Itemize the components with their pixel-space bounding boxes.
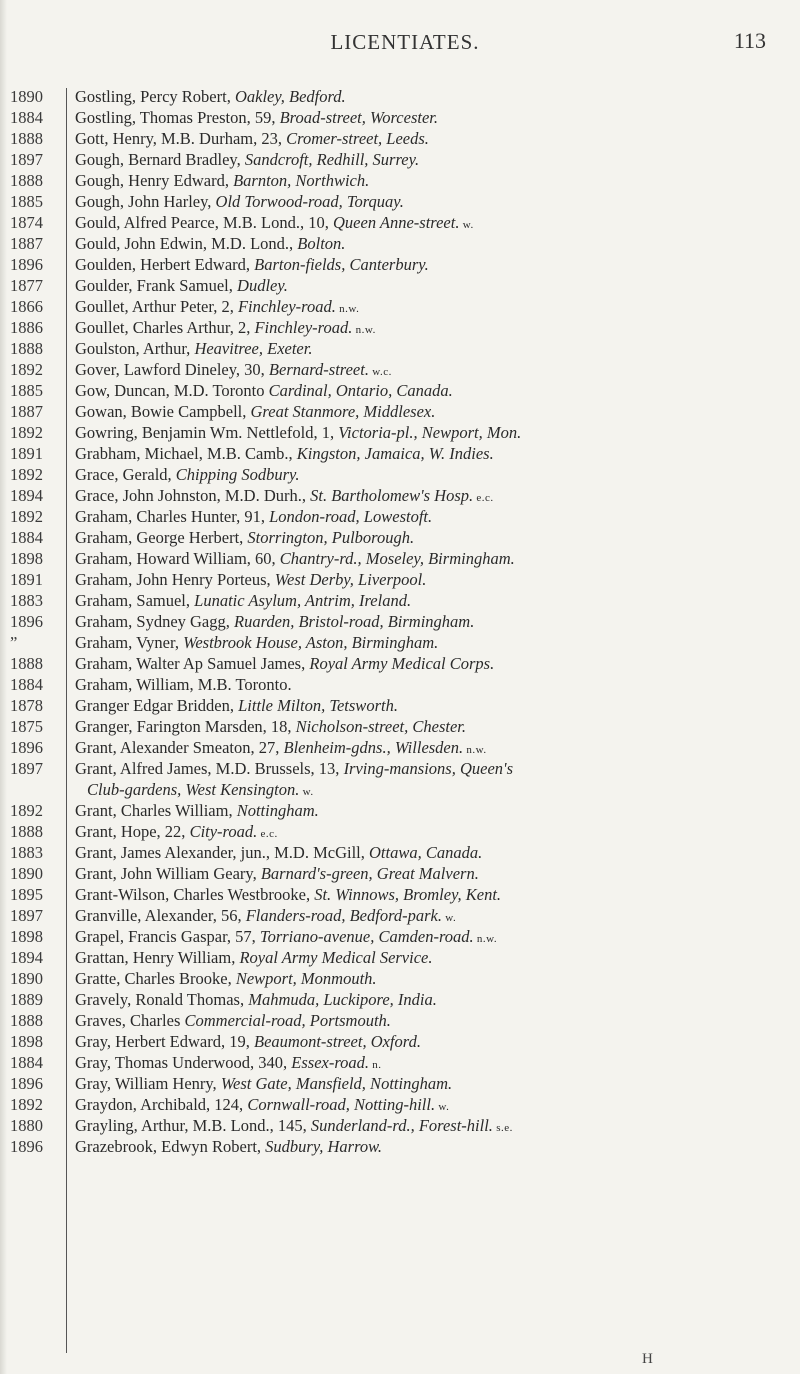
list-item xyxy=(0,170,800,191)
entry-name: Grant, John William Geary, xyxy=(75,864,261,883)
entry-name: Goulden, Herbert Edward, xyxy=(75,255,255,274)
entry-text xyxy=(75,380,785,401)
entry-name: Graham, Walter Ap Samuel James, xyxy=(75,654,310,673)
entry-address: Torriano-avenue, Camden-road. xyxy=(259,927,474,946)
entry-year: 1866 xyxy=(10,297,43,316)
entry-year: 1883 xyxy=(10,591,43,610)
entry-year: 1897 xyxy=(10,759,43,778)
entry-year: 1888 xyxy=(10,171,43,190)
list-item xyxy=(0,1031,800,1052)
entry-address: Cardinal, Ontario, Canada. xyxy=(268,381,453,400)
entry-address: Mahmuda, Luckipore, India. xyxy=(248,990,437,1009)
entry-text xyxy=(75,842,785,863)
entry-name: Grapel, Francis Gaspar, 57, xyxy=(75,927,260,946)
entry-address: Finchley-road. xyxy=(237,297,336,316)
entry-year: 1896 xyxy=(10,612,43,631)
entry-address: Commercial-road, Portsmouth. xyxy=(184,1011,391,1030)
entry-name: Graham, Sydney Gagg, xyxy=(75,612,235,631)
entry-name: Gravely, Ronald Thomas, xyxy=(75,990,249,1009)
entry-address: Nottingham. xyxy=(236,801,319,820)
running-head xyxy=(0,30,800,60)
entry-name: Graham, John Henry Porteus, xyxy=(75,570,275,589)
entry-address: Broad-street, Worcester. xyxy=(279,108,438,127)
entry-name: Grant-Wilson, Charles Westbrooke, xyxy=(75,885,315,904)
entry-text xyxy=(75,422,785,443)
entry-address: City-road. xyxy=(189,822,258,841)
entry-district: e.c. xyxy=(473,492,494,504)
entry-address: Cornwall-road, Notting-hill. xyxy=(247,1095,436,1114)
entry-name: Goulder, Frank Samuel, xyxy=(75,276,238,295)
entry-address: Bolton. xyxy=(297,234,346,253)
entry-address: St. Winnows, Bromley, Kent. xyxy=(314,885,502,904)
entry-district: w.c. xyxy=(368,366,392,378)
entry-name: Gover, Lawford Dineley, 30, xyxy=(75,360,269,379)
entry-name: Gough, John Harley, xyxy=(75,192,216,211)
entry-text xyxy=(75,653,785,674)
list-item xyxy=(0,989,800,1010)
entry-name: Graham, Samuel, xyxy=(75,591,195,610)
entry-year: 1892 xyxy=(10,360,43,379)
entry-year: 1880 xyxy=(10,1116,43,1135)
entry-address: Blenheim-gdns., Willesden. xyxy=(283,738,464,757)
list-item xyxy=(0,1136,800,1157)
list-item xyxy=(0,758,800,800)
entry-text xyxy=(75,968,785,989)
entry-text xyxy=(75,1010,785,1031)
entry-address: Chantry-rd., Moseley, Birmingham. xyxy=(279,549,515,568)
list-item xyxy=(0,947,800,968)
entry-address: St. Bartholomew's Hosp. xyxy=(310,486,474,505)
list-item xyxy=(0,443,800,464)
entry-address: Storrington, Pulborough. xyxy=(247,528,415,547)
signature-mark: H xyxy=(642,1351,653,1367)
entry-text xyxy=(75,275,785,296)
entry-year: 1884 xyxy=(10,528,43,547)
list-item xyxy=(0,317,800,338)
entry-text xyxy=(75,1031,785,1052)
entry-text xyxy=(75,233,785,254)
entry-text xyxy=(75,1136,785,1157)
list-item xyxy=(0,548,800,569)
entry-address: Lunatic Asylum, Antrim, Ireland. xyxy=(194,591,412,610)
list-item xyxy=(0,842,800,863)
page-title: LICENTIATES. xyxy=(330,30,480,54)
entry-text xyxy=(75,170,785,191)
entry-address: Nicholson-street, Chester. xyxy=(295,717,467,736)
entry-address: West Gate, Mansfield, Nottingham. xyxy=(220,1074,453,1093)
entry-name: Gow, Duncan, M.D. Toronto xyxy=(75,381,269,400)
entry-address: Chipping Sodbury. xyxy=(175,465,300,484)
list-item xyxy=(0,254,800,275)
entry-name: Granville, Alexander, 56, xyxy=(75,906,246,925)
entry-year: 1885 xyxy=(10,192,43,211)
entry-year: 1887 xyxy=(10,234,43,253)
entry-year: 1874 xyxy=(10,213,43,232)
entry-text xyxy=(75,254,785,275)
entry-text xyxy=(75,191,785,212)
entry-district: n.w. xyxy=(352,324,376,336)
entry-address: Newport, Monmouth. xyxy=(235,969,377,988)
entry-address: Dudley. xyxy=(237,276,288,295)
entry-address: Royal Army Medical Corps. xyxy=(309,654,495,673)
entry-year: 1896 xyxy=(10,1137,43,1156)
entry-year: 1884 xyxy=(10,108,43,127)
list-item xyxy=(0,569,800,590)
entry-year: 1890 xyxy=(10,864,43,883)
entry-text xyxy=(75,338,785,359)
entry-year: 1887 xyxy=(10,402,43,421)
entry-address: Barnton, Northwich. xyxy=(233,171,370,190)
entry-name: Graham, Howard William, 60, xyxy=(75,549,280,568)
list-item xyxy=(0,1073,800,1094)
list-item xyxy=(0,485,800,506)
list-item xyxy=(0,128,800,149)
entry-district: s.e. xyxy=(492,1122,513,1134)
entry-name: Grazebrook, Edwyn Robert, xyxy=(75,1137,266,1156)
entry-text xyxy=(75,107,785,128)
entry-address: Finchley-road. xyxy=(254,318,353,337)
list-item xyxy=(0,737,800,758)
entry-text xyxy=(75,464,785,485)
entry-name: Grabham, Michael, M.B. Camb., xyxy=(75,444,297,463)
list-item xyxy=(0,527,800,548)
list-item xyxy=(0,1052,800,1073)
list-item xyxy=(0,359,800,380)
entry-year: 1894 xyxy=(10,486,43,505)
entry-district: n.w. xyxy=(463,744,487,756)
entry-year: 1898 xyxy=(10,549,43,568)
entry-address: Westbrook House, Aston, Birmingham. xyxy=(183,633,439,652)
list-item xyxy=(0,380,800,401)
list-item xyxy=(0,695,800,716)
list-item xyxy=(0,821,800,842)
entry-name: Gough, Bernard Bradley, xyxy=(75,150,245,169)
list-item xyxy=(0,653,800,674)
entry-year: 1892 xyxy=(10,1095,43,1114)
list-item xyxy=(0,1115,800,1136)
list-item xyxy=(0,863,800,884)
entry-address-continued: Club-gardens, West Kensington. xyxy=(87,780,300,799)
list-item xyxy=(0,107,800,128)
entry-text xyxy=(75,443,785,464)
entry-name: Gostling, Percy Robert, xyxy=(75,87,235,106)
entry-name: Granger, Farington Marsden, 18, xyxy=(75,717,296,736)
page-number: 113 xyxy=(733,28,766,53)
entry-text xyxy=(75,884,785,905)
entry-name: Grattan, Henry William, xyxy=(75,948,240,967)
entry-address: Ruarden, Bristol-road, Birmingham. xyxy=(234,612,475,631)
list-item xyxy=(0,674,800,695)
list-item xyxy=(0,191,800,212)
entry-address: Kingston, Jamaica, W. Indies. xyxy=(296,444,494,463)
entry-address: Irving-mansions, Queen's xyxy=(343,759,513,778)
entry-text xyxy=(75,989,785,1010)
entry-year: 1875 xyxy=(10,717,43,736)
entry-text xyxy=(75,590,785,611)
entry-name: Graydon, Archibald, 124, xyxy=(75,1095,248,1114)
entry-text xyxy=(75,716,785,737)
entry-text xyxy=(75,611,785,632)
entry-name: Gray, William Henry, xyxy=(75,1074,221,1093)
entry-text xyxy=(75,1073,785,1094)
list-item xyxy=(0,926,800,947)
entry-address: Cromer-street, Leeds. xyxy=(286,129,429,148)
list-item xyxy=(0,86,800,107)
list-item xyxy=(0,275,800,296)
entry-name: Gould, John Edwin, M.D. Lond., xyxy=(75,234,298,253)
entry-address: Old Torwood-road, Torquay. xyxy=(215,192,404,211)
entry-address: Sunderland-rd., Forest-hill. xyxy=(310,1116,493,1135)
entry-text xyxy=(75,863,785,884)
entry-district: w. xyxy=(459,219,474,231)
entry-year: 1888 xyxy=(10,339,43,358)
entry-year: 1888 xyxy=(10,129,43,148)
entry-name: Graham, William, M.B. Toronto. xyxy=(75,675,292,694)
entry-year: 1890 xyxy=(10,969,43,988)
entry-year: 1885 xyxy=(10,381,43,400)
entry-address: West Derby, Liverpool. xyxy=(274,570,427,589)
entry-text xyxy=(75,506,785,527)
list-item xyxy=(0,1010,800,1031)
entry-year: 1878 xyxy=(10,696,43,715)
entry-address: Barton-fields, Canterbury. xyxy=(254,255,429,274)
entry-year: 1891 xyxy=(10,444,43,463)
entry-text xyxy=(75,128,785,149)
entry-name: Graham, Charles Hunter, 91, xyxy=(75,507,270,526)
entry-year: 1892 xyxy=(10,801,43,820)
entry-year: 1896 xyxy=(10,1074,43,1093)
entry-name: Gough, Henry Edward, xyxy=(75,171,234,190)
entry-address: Ottawa, Canada. xyxy=(369,843,483,862)
list-item xyxy=(0,1094,800,1115)
entry-address: Essex-road. xyxy=(291,1053,370,1072)
list-item xyxy=(0,401,800,422)
entry-year: 1896 xyxy=(10,738,43,757)
entry-name: Grayling, Arthur, M.B. Lond., 145, xyxy=(75,1116,311,1135)
list-item xyxy=(0,338,800,359)
list-item xyxy=(0,800,800,821)
entry-text xyxy=(75,569,785,590)
entry-name: Grace, John Johnston, M.D. Durh., xyxy=(75,486,311,505)
entry-year: 1897 xyxy=(10,150,43,169)
entry-text xyxy=(75,947,785,968)
entry-address: Sudbury, Harrow. xyxy=(265,1137,383,1156)
entry-year: 1897 xyxy=(10,906,43,925)
entry-text xyxy=(75,632,785,653)
entry-year: 1892 xyxy=(10,423,43,442)
list-item xyxy=(0,296,800,317)
entry-text xyxy=(75,548,785,569)
entry-name: Graham, Vyner, xyxy=(75,633,184,652)
entry-text xyxy=(75,674,785,695)
entry-text xyxy=(75,149,785,170)
list-item xyxy=(0,968,800,989)
entry-district: n.w. xyxy=(335,303,360,315)
list-item xyxy=(0,884,800,905)
entry-name: Goulston, Arthur, xyxy=(75,339,195,358)
list-item xyxy=(0,233,800,254)
list-item xyxy=(0,422,800,443)
list-item xyxy=(0,632,800,653)
entry-name: Goullet, Arthur Peter, 2, xyxy=(75,297,238,316)
entry-text xyxy=(75,527,785,548)
entry-year: 1884 xyxy=(10,675,43,694)
entry-district: w. xyxy=(442,912,457,924)
entry-name: Gray, Herbert Edward, 19, xyxy=(75,1032,254,1051)
entry-district: w. xyxy=(435,1101,450,1113)
entry-name: Grace, Gerald, xyxy=(75,465,176,484)
entry-year: 1877 xyxy=(10,276,43,295)
entry-name: Gowring, Benjamin Wm. Nettlefold, 1, xyxy=(75,423,339,442)
entry-address: Oakley, Bedford. xyxy=(234,87,346,106)
entry-text xyxy=(75,695,785,716)
entry-name: Gott, Henry, M.B. Durham, 23, xyxy=(75,129,287,148)
entry-district: w. xyxy=(299,786,314,798)
entry-year: 1892 xyxy=(10,507,43,526)
entry-year: 1895 xyxy=(10,885,43,904)
entry-year: 1886 xyxy=(10,318,43,337)
entry-year: 1894 xyxy=(10,948,43,967)
entry-year: 1888 xyxy=(10,654,43,673)
entry-text xyxy=(75,86,785,107)
entry-address: Little Milton, Tetsworth. xyxy=(238,696,398,715)
entry-year: 1890 xyxy=(10,87,43,106)
entry-address: Barnard's-green, Great Malvern. xyxy=(260,864,479,883)
entry-address: Great Stanmore, Middlesex. xyxy=(250,402,436,421)
licentiate-list xyxy=(0,86,800,1157)
entry-text xyxy=(75,401,785,422)
list-item xyxy=(0,149,800,170)
list-item xyxy=(0,212,800,233)
entry-year: 1896 xyxy=(10,255,43,274)
entry-year: 1889 xyxy=(10,990,43,1009)
entry-year: ” xyxy=(10,633,18,652)
list-item xyxy=(0,464,800,485)
entry-address: Sandcroft, Redhill, Surrey. xyxy=(244,150,420,169)
entry-name: Grant, Hope, 22, xyxy=(75,822,190,841)
entry-district: e.c. xyxy=(257,828,278,840)
entry-address: Bernard-street. xyxy=(268,360,369,379)
entry-address: Queen Anne-street. xyxy=(333,213,460,232)
entry-year: 1883 xyxy=(10,843,43,862)
entry-year: 1888 xyxy=(10,1011,43,1030)
entry-address: London-road, Lowestoft. xyxy=(269,507,433,526)
entry-name: Grant, James Alexander, jun., M.D. McGill, xyxy=(75,843,369,862)
entry-name: Goullet, Charles Arthur, 2, xyxy=(75,318,255,337)
entry-address: Flanders-road, Bedford-park. xyxy=(245,906,443,925)
entry-year: 1898 xyxy=(10,1032,43,1051)
entry-year: 1898 xyxy=(10,927,43,946)
entry-year: 1884 xyxy=(10,1053,43,1072)
entry-name: Gostling, Thomas Preston, 59, xyxy=(75,108,280,127)
entry-address: Beaumont-street, Oxford. xyxy=(254,1032,421,1051)
list-item xyxy=(0,590,800,611)
entry-text xyxy=(75,800,785,821)
entry-address: Royal Army Medical Service. xyxy=(239,948,433,967)
list-item xyxy=(0,506,800,527)
entry-name: Grant, Charles William, xyxy=(75,801,237,820)
entry-address: Heavitree, Exeter. xyxy=(194,339,313,358)
list-item xyxy=(0,611,800,632)
entry-year: 1891 xyxy=(10,570,43,589)
entry-name: Gould, Alfred Pearce, M.B. Lond., 10, xyxy=(75,213,333,232)
entry-address: Victoria-pl., Newport, Mon. xyxy=(338,423,522,442)
entry-name: Gowan, Bowie Campbell, xyxy=(75,402,251,421)
entry-name: Grant, Alfred James, M.D. Brussels, 13, xyxy=(75,759,344,778)
entry-name: Grant, Alexander Smeaton, 27, xyxy=(75,738,284,757)
entry-text xyxy=(75,758,785,803)
entry-year: 1892 xyxy=(10,465,43,484)
entry-name: Graham, George Herbert, xyxy=(75,528,248,547)
entry-name: Graves, Charles xyxy=(75,1011,185,1030)
entry-name: Gray, Thomas Underwood, 340, xyxy=(75,1053,292,1072)
entry-district: n.w. xyxy=(473,933,498,945)
entry-name: Gratte, Charles Brooke, xyxy=(75,969,236,988)
entry-district: n. xyxy=(369,1059,382,1071)
list-item xyxy=(0,905,800,926)
list-item xyxy=(0,716,800,737)
entry-year: 1888 xyxy=(10,822,43,841)
entry-name: Granger Edgar Bridden, xyxy=(75,696,239,715)
